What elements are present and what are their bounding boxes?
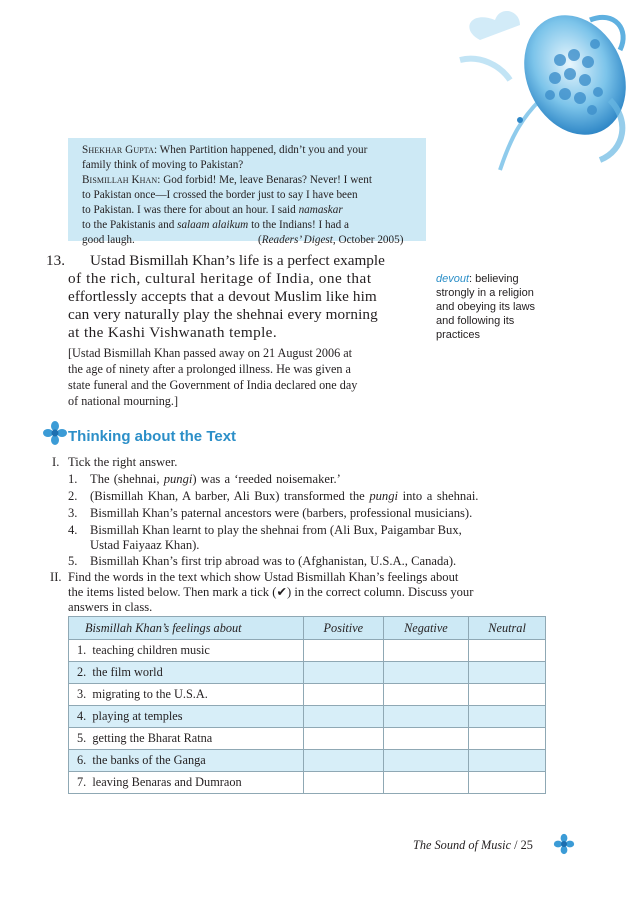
row-number: 3. (77, 687, 87, 701)
positive-cell[interactable] (304, 706, 384, 728)
table-row (69, 640, 546, 662)
flower-footer-icon (553, 833, 575, 855)
interview-text: to the Indians! I had a (251, 219, 349, 231)
question-item: Bismillah Khan’s first trip abroad was to (Afghanistan, U.S.A., Canada). (90, 554, 457, 568)
table-header-row (69, 617, 546, 640)
negative-cell[interactable] (383, 640, 468, 662)
para13-line: at the Kashi Vishwanath temple. (68, 324, 278, 341)
neutral-cell[interactable] (469, 640, 546, 662)
part2-line: the items listed below. Then mark a tick (✔) in the correct column. Discuss your (68, 585, 474, 599)
interview-emphasis: salaam alaikum (177, 219, 249, 231)
column-header: Bismillah Khan’s feelings about (69, 617, 304, 640)
negative-cell[interactable] (383, 750, 468, 772)
interview-line-5 (82, 203, 343, 218)
question-text: ) was a ‘reeded noisemaker.’ (192, 472, 341, 486)
positive-cell[interactable] (304, 684, 384, 706)
question-item: Bismillah Khan’s paternal ancestors were (barbers, professional musicians). (90, 506, 473, 520)
table-row (69, 706, 546, 728)
neutral-cell[interactable] (469, 684, 546, 706)
interview-emphasis: namaskar (298, 204, 343, 216)
row-label: the film world (92, 665, 163, 679)
table-row (69, 728, 546, 750)
page-number: 25 (520, 838, 533, 852)
row-number: 2. (77, 665, 87, 679)
interview-line-7: good laugh. (82, 234, 135, 246)
speaker-name: Shekhar Gupta (82, 144, 154, 156)
para13-line: effortlessly accepts that a devout Muslim like him (68, 288, 377, 305)
gloss-term: devout (436, 273, 470, 285)
question-text: (Bismillah Khan, A barber, Ali Bux) transformed the (90, 489, 365, 503)
question-item (90, 489, 478, 505)
interview-box (68, 138, 426, 246)
interview-line-6 (82, 218, 349, 233)
positive-cell[interactable] (304, 640, 384, 662)
gloss-line: and following its (436, 315, 515, 327)
note-line: of national mourning.] (68, 394, 179, 408)
part-label: II. (50, 570, 62, 584)
neutral-cell[interactable] (469, 750, 546, 772)
flower-bullet-icon (42, 420, 68, 446)
gloss-line: strongly in a religion (436, 287, 534, 299)
table-row (69, 684, 546, 706)
source-paren: ( (258, 234, 262, 246)
gloss-line (436, 273, 519, 286)
question-item: Ustad Faiyaaz Khan). (90, 538, 200, 552)
row-label: teaching children music (92, 643, 210, 657)
row-number: 6. (77, 753, 87, 767)
table-row (69, 772, 546, 794)
negative-cell[interactable] (383, 772, 468, 794)
row-number: 4. (77, 709, 87, 723)
interview-line-2: family think of moving to Pakistan? (82, 159, 244, 171)
interview-text: : God forbid! Me, leave Benaras? Never! I went (157, 174, 372, 186)
question-text: into a shehnai. (398, 489, 479, 503)
row-item (69, 684, 304, 706)
question-item (90, 472, 341, 488)
neutral-cell[interactable] (469, 772, 546, 794)
neutral-cell[interactable] (469, 662, 546, 684)
page-footer (413, 838, 533, 853)
row-item (69, 706, 304, 728)
neutral-cell[interactable] (469, 728, 546, 750)
question-number: 2. (68, 489, 78, 503)
positive-cell[interactable] (304, 662, 384, 684)
interview-line-1 (82, 143, 367, 158)
interview-text: to the Pakistanis and (82, 219, 175, 231)
negative-cell[interactable] (383, 728, 468, 750)
positive-cell[interactable] (304, 750, 384, 772)
gloss-line: and obeying its laws (436, 301, 536, 313)
negative-cell[interactable] (383, 684, 468, 706)
row-item (69, 662, 304, 684)
positive-cell[interactable] (304, 772, 384, 794)
column-header: Positive (304, 617, 384, 640)
neutral-cell[interactable] (469, 706, 546, 728)
row-number: 5. (77, 731, 87, 745)
table-row (69, 750, 546, 772)
row-item (69, 728, 304, 750)
row-number: 7. (77, 775, 87, 789)
question-emphasis: pungi (369, 489, 399, 503)
source-title: Readers’ Digest (261, 234, 333, 246)
negative-cell[interactable] (383, 706, 468, 728)
question-number: 3. (68, 506, 78, 520)
table-row (69, 662, 546, 684)
part-label: I. (52, 455, 60, 469)
question-emphasis: pungi (163, 472, 193, 486)
negative-cell[interactable] (383, 662, 468, 684)
footer-separator: / (511, 838, 521, 852)
interview-text: to Pakistan. I was there for about an hour. I said (82, 204, 296, 216)
para13-line: of the rich, cultural heritage of India, one that (68, 270, 372, 287)
note-line: [Ustad Bismillah Khan passed away on 21 August 2006 at (68, 346, 353, 360)
source-date: , October 2005) (332, 234, 404, 246)
row-item (69, 772, 304, 794)
para13-line: can very naturally play the shehnai every morning (68, 306, 378, 323)
row-label: leaving Benaras and Dumraon (92, 775, 242, 789)
flower-decoration-icon (440, 0, 638, 180)
positive-cell[interactable] (304, 728, 384, 750)
row-number: 1. (77, 643, 87, 657)
question-number: 5. (68, 554, 78, 568)
paragraph-number: 13. (46, 252, 65, 269)
question-text: The (shehnai, (90, 472, 160, 486)
interview-source (258, 233, 403, 248)
row-label: getting the Bharat Ratna (92, 731, 213, 745)
row-label: the banks of the Ganga (92, 753, 206, 767)
interview-text: : When Partition happened, didn’t you and your (153, 144, 368, 156)
row-label: playing at temples (92, 709, 183, 723)
feelings-table (68, 616, 546, 794)
section-heading: Thinking about the Text (68, 428, 237, 445)
note-line: the age of ninety after a prolonged illness. He was given a (68, 362, 351, 376)
row-label: migrating to the U.S.A. (92, 687, 208, 701)
gloss-definition: : believing (469, 273, 519, 285)
para13-line: Ustad Bismillah Khan’s life is a perfect example (90, 252, 385, 269)
gloss-line: practices (436, 329, 481, 341)
question-number: 1. (68, 472, 78, 486)
note-line: state funeral and the Government of India declared one day (68, 378, 358, 392)
column-header: Negative (383, 617, 468, 640)
part2-line: Find the words in the text which show Ustad Bismillah Khan’s feelings about (68, 570, 459, 584)
speaker-name: Bismillah Khan (82, 174, 158, 186)
interview-line-4: to Pakistan once—I crossed the border just to say I have been (82, 189, 358, 201)
question-number: 4. (68, 523, 78, 537)
row-item (69, 750, 304, 772)
question-item: Bismillah Khan learnt to play the shehnai from (Ali Bux, Paigambar Bux, (90, 523, 462, 537)
part2-line: answers in class. (68, 600, 153, 614)
column-header: Neutral (469, 617, 546, 640)
footer-title: The Sound of Music (413, 838, 512, 852)
part-instruction: Tick the right answer. (68, 455, 178, 469)
row-item (69, 640, 304, 662)
interview-line-3 (82, 173, 372, 188)
